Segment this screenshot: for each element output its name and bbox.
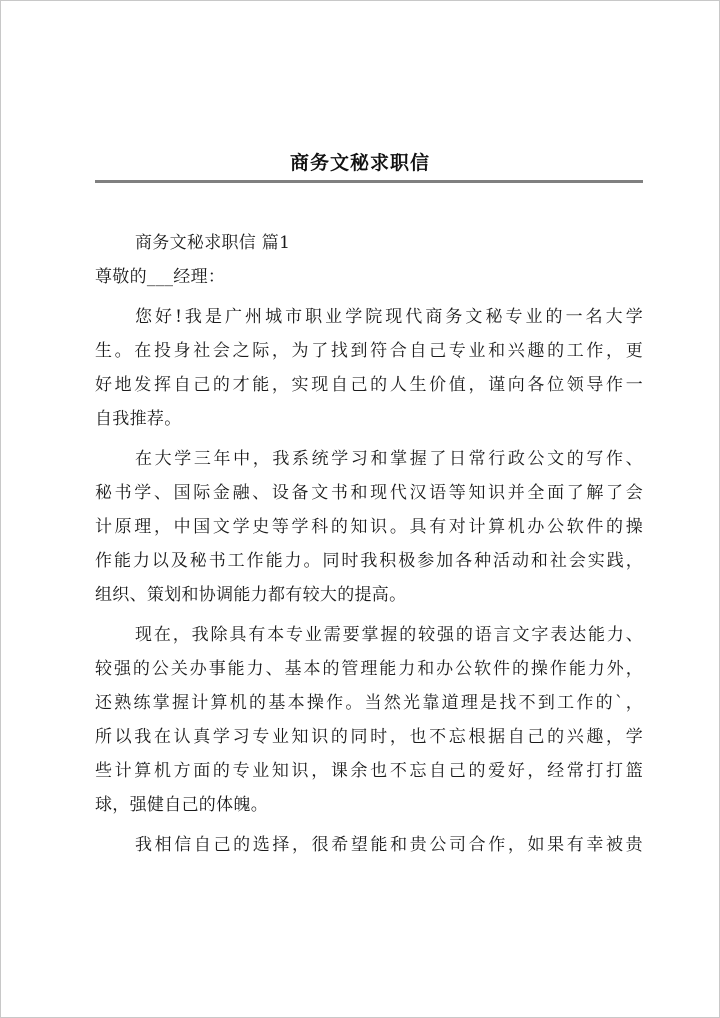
paragraph-line: 计原理，中国文学史等学科的知识。具有对计算机办公软件的操 <box>95 517 643 537</box>
document-title: 商务文秘求职信 <box>289 152 430 174</box>
title-underline <box>95 180 643 183</box>
paragraph-line: 球，强健自己的体魄。 <box>95 795 268 815</box>
paragraph-line: 还熟练掌握计算机的基本操作。当然光靠道理是找不到工作的`， <box>95 693 643 713</box>
paragraph-2 <box>95 442 643 612</box>
paragraph-line: 我相信自己的选择，很希望能和贵公司合作，如果有幸被贵 <box>135 835 643 855</box>
paragraph-1 <box>95 300 643 436</box>
paragraph-line: 在大学三年中，我系统学习和掌握了日常行政公文的写作、 <box>135 449 643 469</box>
paragraph-line: 秘书学、国际金融、设备文书和现代汉语等知识并全面了解了会 <box>95 483 643 503</box>
paragraph-4 <box>95 828 643 862</box>
paragraph-line: 好地发挥自己的才能，实现自己的人生价值，谨向各位领导作一 <box>95 375 643 395</box>
paragraph-line: 较强的公关办事能力、基本的管理能力和办公软件的操作能力外， <box>95 659 643 679</box>
paragraph-line: 作能力以及秘书工作能力。同时我积极参加各种活动和社会实践， <box>95 551 643 571</box>
paragraph-line: 生。在投身社会之际，为了找到符合自己专业和兴趣的工作，更 <box>95 341 643 361</box>
paragraph-line: 组织、策划和协调能力都有较大的提高。 <box>95 585 407 605</box>
paragraph-line: 自我推荐。 <box>95 409 182 429</box>
document-body <box>95 226 643 862</box>
paragraph-line: 您好!我是广州城市职业学院现代商务文秘专业的一名大学 <box>135 307 643 327</box>
salutation: 尊敬的___经理： <box>95 267 226 287</box>
paragraph-line: 些计算机方面的专业知识，课余也不忘自己的爱好，经常打打篮 <box>95 761 643 781</box>
paragraph-line: 现在，我除具有本专业需要掌握的较强的语言文字表达能力、 <box>135 625 643 645</box>
paragraph-3 <box>95 618 643 822</box>
paragraph-line: 所以我在认真学习专业知识的同时，也不忘根据自己的兴趣，学 <box>95 727 643 747</box>
document-subtitle: 商务文秘求职信 篇1 <box>135 233 291 253</box>
